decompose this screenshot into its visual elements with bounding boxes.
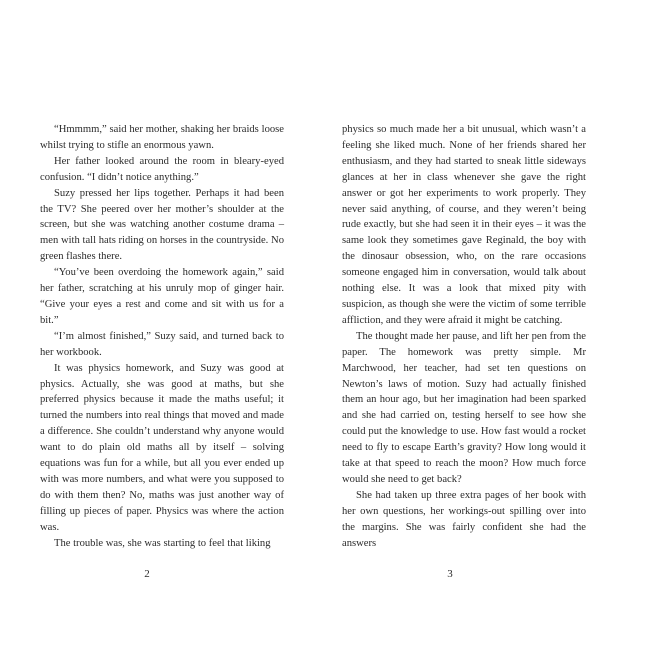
left-page-text xyxy=(40,122,284,551)
left-page xyxy=(40,122,284,562)
paragraph: “You’ve been overdoing the homework again,” said her father, scratching at his unruly mop of ginger hair. “Give your eyes a rest and come and sit with us for a bit.” xyxy=(40,267,284,326)
paragraph: “Hmmmm,” said her mother, shaking her braids loose whilst trying to stifle an enormous yawn. xyxy=(40,124,284,151)
right-page-text xyxy=(342,122,586,551)
paragraph: Her father looked around the room in bleary-eyed confusion. “I didn’t notice anything.” xyxy=(40,155,284,183)
paragraph: Suzy pressed her lips together. Perhaps it had been the TV? She peered over her mother’s shoulder at the screen, but she was watching another costume drama – men with tall hats riding on horses in the countryside. No green flashes there. xyxy=(40,187,284,263)
paragraph: The trouble was, she was starting to feel that liking xyxy=(54,537,271,549)
right-page xyxy=(342,122,586,562)
paragraph: She had taken up three extra pages of her book with her own questions, her workings-out spilling over into the margins. She was fairly confident she had the answers xyxy=(342,489,586,549)
page-number-left: 2 xyxy=(144,568,150,580)
paragraph: It was physics homework, and Suzy was good at physics. Actually, she was good at maths, but she preferred physics because it made the maths useful; it turned the numbers into real things that moved and made a difference. She couldn’t understand why anyone would want to do plain old maths all by itself – solving equations was fun for a while, but all you ever ended up with was more numbers, and what were you supposed to do with them then? No, maths was just another way of filling up pieces of paper. Physics was where the action was. xyxy=(40,362,284,533)
paragraph: “I’m almost finished,” Suzy said, and turned back to her workbook. xyxy=(40,330,284,358)
paragraph: physics so much made her a bit unusual, which wasn’t a feeling she liked much. None of her friends shared her enthusiasm, and they had started to sneak little sideways glances at her in class whenever she gave the right answer or got her experiments to work properly. They never said anything, of course, and they weren’t being rude exactly, but she had seen it in their eyes – it was the same look they sometimes gave Reginald, the boy with the dinosaur obsession, who, on the rare occasions someone engaged him in conversation, would talk about nothing else. It was a look that mixed pity with suspicion, as though she were the victim of some terrible affliction, and they were afraid it might be catching. xyxy=(342,124,586,326)
paragraph: The thought made her pause, and lift her pen from the paper. The homework was pretty simple. Mr Marchwood, her teacher, had set ten questions on Newton’s laws of motion. Suzy had actually finished them an hour ago, but her imagination had been sparked and she had carried on, testing herself to see how she could put the knowledge to use. How fast would a rocket need to fly to escape Earth’s gravity? How long would it take at that speed to reach the moon? How much force would she need to get back? xyxy=(342,330,586,485)
page-number-right: 3 xyxy=(447,568,453,580)
